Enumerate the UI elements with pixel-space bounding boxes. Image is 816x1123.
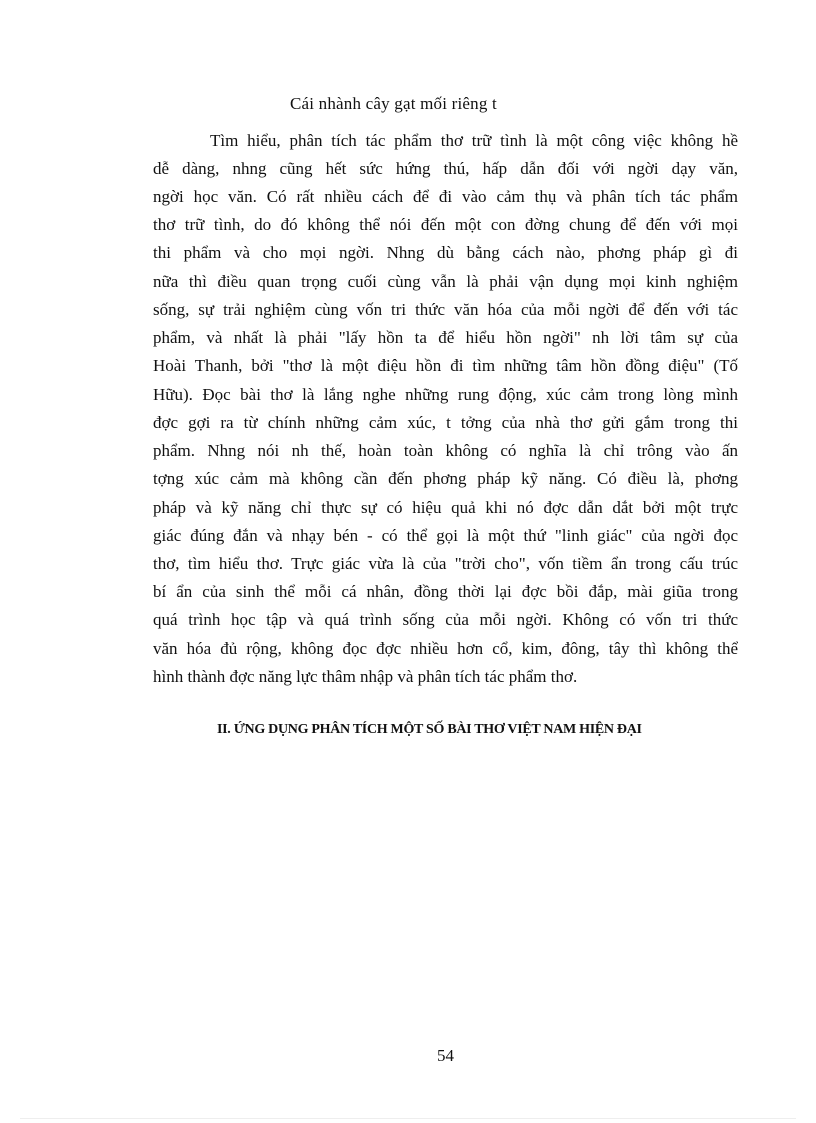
paragraph-line: hình thành đợc năng lực thâm nhập và phân tích tác phẩm thơ. — [153, 667, 578, 686]
paragraph-line: quá trình học tập và quá trình sống của mỗi ngời. Không có vốn tri thức — [153, 610, 738, 629]
paragraph-line: Hữu). Đọc bài thơ là lắng nghe những rung động, xúc cảm trong lòng mình — [153, 385, 738, 404]
paragraph-line: bí ẩn của sinh thể mỗi cá nhân, đồng thời lại đợc bồi đắp, mài giũa trong — [153, 582, 738, 601]
paragraph-line: pháp và kỹ năng chỉ thực sự có hiệu quả khi nó đợc dẫn dắt bởi một trực — [153, 498, 738, 517]
heading-line: Cái nhành cây gạt mối riêng t — [290, 94, 497, 113]
paragraph-line: thi phẩm và cho mọi ngời. Nhng dù bằng cách nào, phơng pháp gì đi — [153, 243, 738, 262]
paragraph-line: đợc gợi ra từ chính những cảm xúc, t tởng của nhà thơ gửi gắm trong thi — [153, 413, 738, 432]
paragraph-line: nữa thì điều quan trọng cuối cùng vẫn là phải vận dụng mọi kinh nghiệm — [153, 272, 738, 291]
paragraph-line: ngời học văn. Có rất nhiều cách để đi vào cảm thụ và phân tích tác phẩm — [153, 187, 738, 206]
paragraph-line: tợng xúc cảm mà không cần đến phơng pháp kỹ năng. Có điều là, phơng — [153, 469, 738, 488]
paragraph-line: văn hóa đủ rộng, không đọc đợc nhiều hơn cổ, kim, đông, tây thì không thể — [153, 639, 738, 658]
page-number: 54 — [437, 1046, 454, 1065]
section-title: II. ỨNG DỤNG PHÂN TÍCH MỘT SỐ BÀI THƠ VIỆT NAM HIỆN ĐẠI — [217, 722, 642, 737]
paragraph-line: giác đúng đắn và nhạy bén - có thể gọi là một thứ "linh giác" của ngời đọc — [153, 526, 738, 545]
paragraph-line: thơ, tìm hiểu thơ. Trực giác vừa là của "trời cho", vốn tiềm ẩn trong cấu trúc — [153, 554, 738, 573]
paragraph-line: Hoài Thanh, bởi "thơ là một điệu hồn đi tìm những tâm hồn đồng điệu" (Tố — [153, 356, 738, 375]
paragraph-line: phẩm. Nhng nói nh thế, hoàn toàn không có nghĩa là chỉ trông vào ấn — [153, 441, 738, 460]
paragraph-line: dễ dàng, nhng cũng hết sức hứng thú, hấp dẫn đối với ngời dạy văn, — [153, 159, 738, 178]
paragraph-line: phẩm, và nhất là phải "lấy hồn ta để hiểu hồn ngời" nh lời tâm sự của — [153, 328, 738, 347]
paragraph-line: sống, sự trải nghiệm cùng vốn tri thức văn hóa của mỗi ngời để đến với tác — [153, 300, 738, 319]
paragraph-line: thơ trữ tình, do đó không thể nói đến một con đờng chung để đến với mọi — [153, 215, 738, 234]
page-bottom-edge — [20, 1118, 796, 1119]
paragraph-line: Tìm hiểu, phân tích tác phẩm thơ trữ tình là một công việc không hề — [210, 131, 738, 150]
